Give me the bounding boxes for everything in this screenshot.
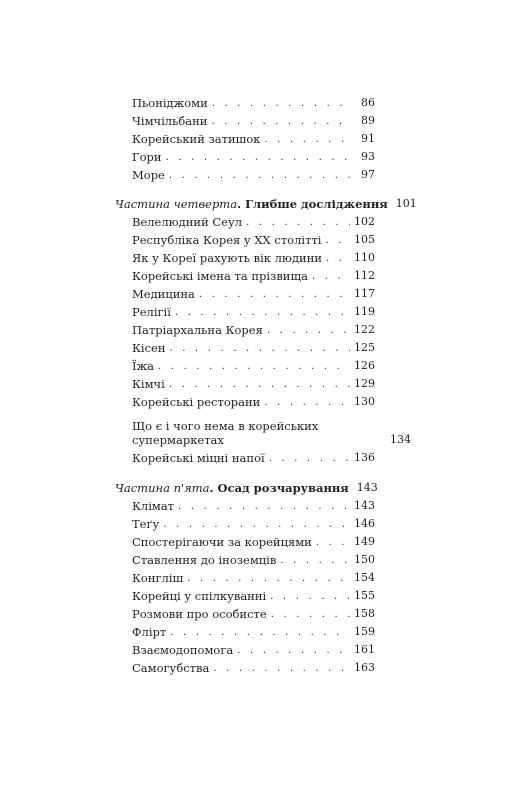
toc-entry-page: 136 [354, 451, 375, 464]
dot-leader [169, 170, 351, 182]
toc-entry-page: 110 [354, 251, 375, 264]
part-separator: . [237, 197, 246, 211]
toc-entry-page: 150 [354, 553, 375, 566]
part-separator: . [209, 481, 218, 495]
part-heading-title [115, 481, 349, 495]
toc-entry [132, 391, 375, 409]
toc-entry-title: Республіка Корея у XX столітті [132, 233, 322, 247]
dot-leader [178, 501, 350, 513]
toc-entry-page: 112 [354, 269, 375, 282]
toc-entry-page: 93 [361, 150, 375, 163]
toc-entry-title: Велелюдний Сеул [132, 215, 243, 229]
toc-entry-title: Розмови про особисте [132, 607, 267, 621]
toc-entry-title: Корейські імена та прізвища [132, 269, 309, 283]
toc-entry [132, 531, 375, 549]
toc-entry-page: 102 [354, 215, 375, 228]
dot-leader [187, 573, 350, 585]
toc-entry-title: Самогубства [132, 661, 210, 675]
dot-leader [211, 116, 351, 128]
dot-leader [175, 307, 350, 319]
toc-entry-title: Корейський затишок [132, 132, 261, 146]
part-title: Глибше дослідження [245, 197, 388, 211]
toc-entry-title: Кісен [132, 341, 166, 355]
toc-entry-title: Теґу [132, 517, 160, 531]
toc-entry-page: 101 [395, 197, 417, 210]
toc-entry-title: Як у Кореї рахують вік людини [132, 251, 323, 265]
toc-entry [132, 495, 375, 513]
toc-entry-page: 154 [354, 571, 375, 584]
dot-leader [270, 591, 350, 603]
toc-entry-title: Що є і чого нема в корейських супермаркетах [132, 419, 319, 447]
dot-leader [312, 271, 350, 283]
part-title: Осад розчарування [217, 481, 349, 495]
dot-leader [237, 645, 350, 657]
toc-entry [132, 110, 375, 128]
toc-entry [132, 657, 375, 675]
toc-entry [132, 603, 375, 621]
dot-leader [199, 289, 350, 301]
toc-entry-title: Гори [132, 150, 162, 164]
toc-entry-title: Корейці у спілкуванні [132, 589, 267, 603]
part-label: Частина п'ята [115, 481, 210, 495]
toc-entry [132, 513, 375, 531]
toc-entry [132, 447, 375, 465]
dot-leader [271, 609, 350, 621]
toc-entry [132, 621, 375, 639]
dot-leader [264, 397, 350, 409]
toc-entry [132, 301, 375, 319]
toc-entry-page: 126 [354, 359, 375, 372]
toc-entry-page: 97 [361, 168, 375, 181]
toc-entry-title: Клімат [132, 499, 175, 513]
toc-entry [132, 265, 375, 283]
toc-entry-page: 117 [354, 287, 375, 300]
toc-entry-title: Конгліш [132, 571, 184, 585]
toc-entry-title: Пьоніджоми [132, 96, 208, 110]
toc-part-heading [115, 193, 417, 211]
toc-entry [132, 415, 411, 447]
dot-leader [158, 361, 350, 373]
toc-entry-page: 86 [361, 96, 375, 109]
part-label: Частина четверта [115, 197, 238, 211]
toc-entry-title: Чімчільбани [132, 114, 208, 128]
toc-entry-page: 134 [390, 433, 411, 446]
toc-entry-page: 143 [354, 499, 375, 512]
dot-leader [316, 537, 350, 549]
toc-entry [132, 319, 375, 337]
dot-leader [166, 152, 351, 164]
dot-leader [267, 325, 350, 337]
toc-entry-page: 163 [354, 661, 375, 674]
toc-entry [132, 373, 375, 391]
toc-entry-title: Кімчі [132, 377, 165, 391]
toc-entry [132, 639, 375, 657]
toc-entry-page: 143 [356, 481, 378, 494]
toc-entry-title: Спостерігаючи за корейцями [132, 535, 312, 549]
toc-entry-title: Ставлення до іноземців [132, 553, 277, 567]
toc-entry-page: 129 [354, 377, 375, 390]
toc-entry [132, 585, 375, 603]
toc-entry-page: 158 [354, 607, 375, 620]
dot-leader [269, 453, 350, 465]
toc-entry [132, 355, 375, 373]
toc-entry-title: Релігії [132, 305, 171, 319]
dot-leader [170, 343, 351, 355]
dot-leader [265, 134, 352, 146]
toc-entry-title: Їжа [132, 359, 154, 373]
dot-leader [163, 519, 350, 531]
toc-entry-page: 149 [354, 535, 375, 548]
toc-entry [132, 164, 375, 182]
toc-entry-page: 146 [354, 517, 375, 530]
dot-leader [246, 217, 350, 229]
toc-entry-title: Море [132, 168, 165, 182]
toc-part-heading [115, 477, 378, 495]
toc-entry-page: 130 [354, 395, 375, 408]
toc-entry [132, 92, 375, 110]
toc-entry [132, 247, 375, 265]
toc-entry [132, 229, 375, 247]
toc-entry [132, 128, 375, 146]
toc-entry-title: Патріархальна Корея [132, 323, 263, 337]
dot-leader [326, 235, 351, 247]
toc-entry-page: 105 [354, 233, 375, 246]
toc-entry-title: Корейські міцні напої [132, 451, 265, 465]
toc-entry-page: 155 [354, 589, 375, 602]
dot-leader [213, 663, 350, 675]
dot-leader [212, 98, 351, 110]
toc-entry-page: 119 [354, 305, 375, 318]
toc-entry-title: Корейські ресторани [132, 395, 261, 409]
dot-leader [326, 253, 350, 265]
toc-entry-page: 125 [354, 341, 375, 354]
toc-entry [132, 567, 375, 585]
dot-leader [170, 627, 350, 639]
toc-entry [132, 337, 375, 355]
toc-entry-page: 159 [354, 625, 375, 638]
toc-entry-page: 91 [361, 132, 375, 145]
toc-entry-page: 122 [354, 323, 375, 336]
toc-entry-title: Флірт [132, 625, 167, 639]
toc-entry [132, 211, 375, 229]
toc-entry-title: Взаємодопомога [132, 643, 234, 657]
toc-entry-title: Медицина [132, 287, 195, 301]
toc-entry-page: 161 [354, 643, 375, 656]
toc-entry-page: 89 [361, 114, 375, 127]
dot-leader [280, 555, 350, 567]
dot-leader [169, 379, 350, 391]
part-heading-title [115, 197, 388, 211]
toc-entry [132, 146, 375, 164]
toc-entry [132, 549, 375, 567]
toc-entry [132, 283, 375, 301]
